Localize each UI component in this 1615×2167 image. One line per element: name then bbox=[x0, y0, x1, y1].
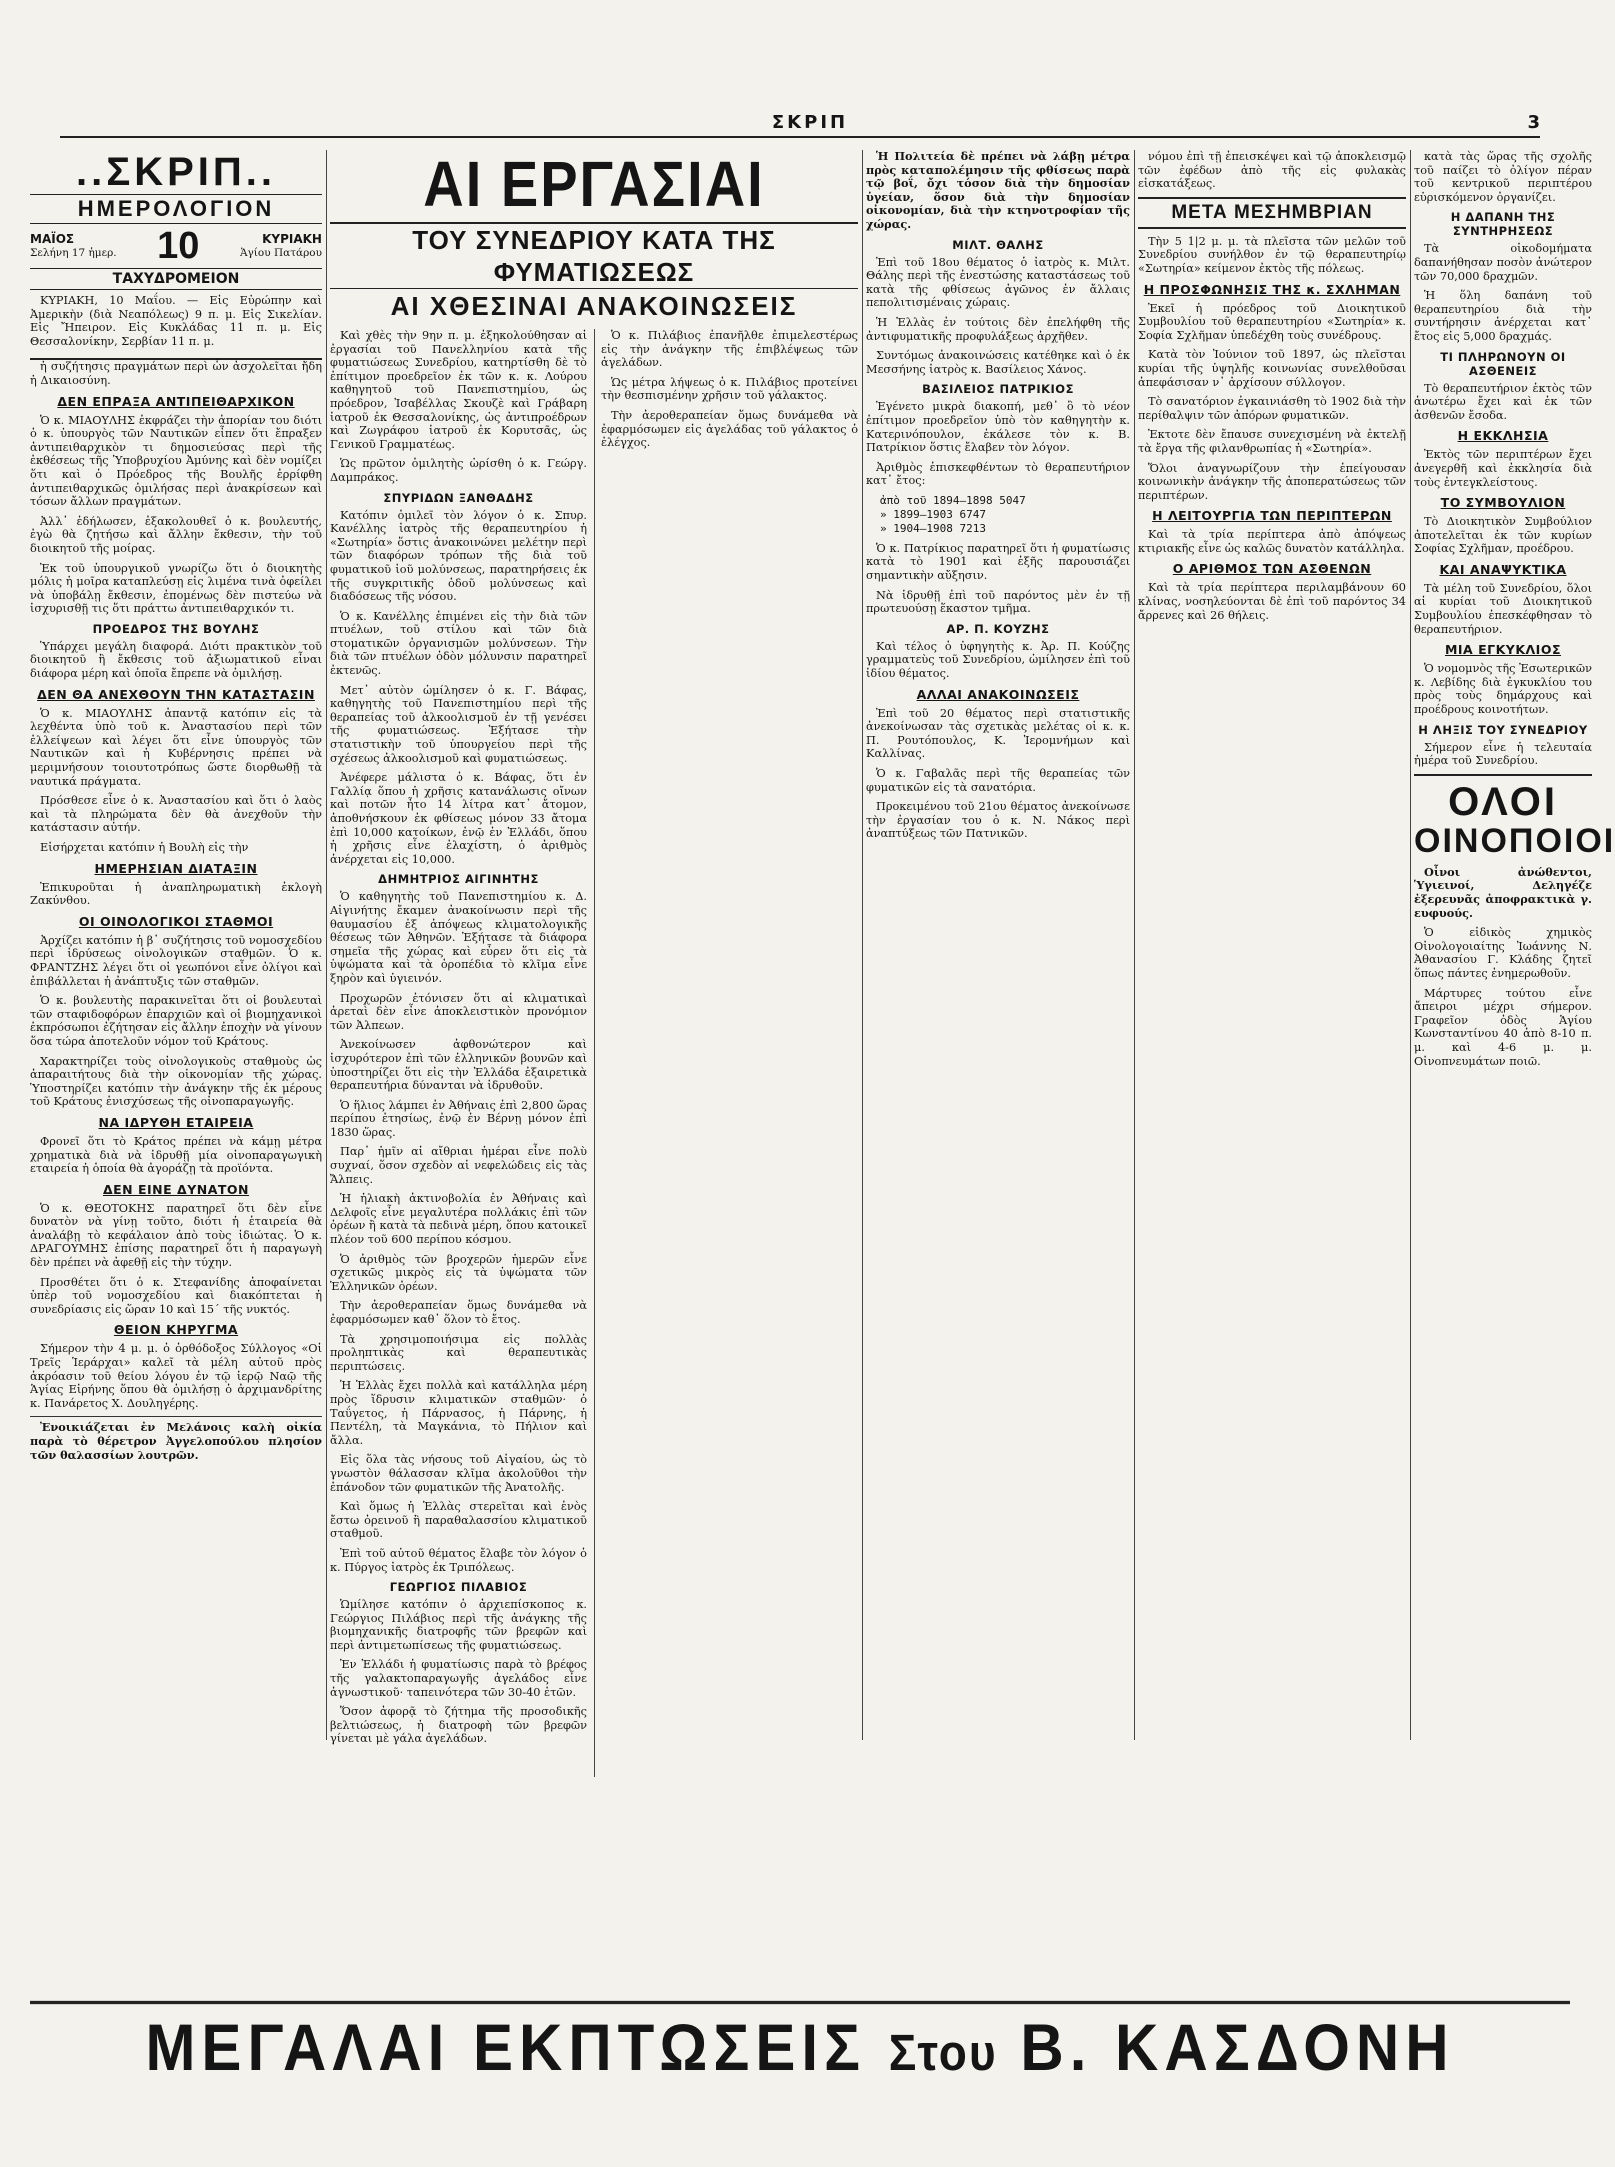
masthead bbox=[60, 112, 1540, 138]
column-rule bbox=[1134, 150, 1135, 1740]
article-paragraph: Ἀνεκοίνωσεν ἀφθονώτερον καὶ ἰσχυρότερον ἐπὶ τῶν ἑλληνικῶν βουνῶν καὶ ὑποστηρίζει ὅτι εἰς τὴν Ἑλλάδα ἐξαιρετικὰ θεραπευτήρια δύνανται νὰ ἱδρυθοῦν. bbox=[330, 1038, 587, 1093]
article-paragraph: Ἡ Πολιτεία δὲ πρέπει νὰ λάβῃ μέτρα πρὸς καταπολέμησιν τῆς φθίσεως παρὰ τῷ βοΐ, ὄχι τόσον διὰ τὴν δημοσίαν ὑγείαν, ὅσον διὰ τὴν δημοσίαν οἰκονομίαν, διὰ τὴν κτηνοτροφίαν τῆς χώρας. bbox=[866, 149, 1130, 231]
main-headline-sub: ΤΟΥ ΣΥΝΕΔΡΙΟΥ ΚΑΤΑ ΤΗΣ ΦΥΜΑΤΙΩΣΕΩΣ bbox=[330, 222, 858, 289]
article-paragraph: Τὰ μέλη τοῦ Συνεδρίου, ὅλοι αἱ κυρίαι τοῦ Διοικητικοῦ Συμβουλίου ἐπεσκέφθησαν τὸ θεραπευτήριον. bbox=[1414, 581, 1592, 636]
article-paragraph: Φρονεῖ ὅτι τὸ Κράτος πρέπει νὰ κάμῃ μέτρα χρηματικὰ διὰ νὰ ἱδρυθῇ μία οἰνοπαραγωγικὴ εταιρεία ἡ ὁποία θὰ ἀγοράζῃ τὰ προϊόντα. bbox=[30, 1134, 322, 1176]
article-paragraph: Τὸ θεραπευτήριον ἐκτὸς τῶν ἀνωτέρω ἔχει καὶ ἐκ τῶν ἀσθενῶν ἔσοδα. bbox=[1414, 381, 1592, 422]
section-heading: ΑΛΛΑΙ ΑΝΑΚΟΙΝΩΣΕΙΣ bbox=[916, 686, 1080, 702]
masthead-name: ΣΚΡΙΠ bbox=[771, 112, 849, 133]
article-paragraph: Ἐπικυροῦται ἡ ἀναπληρωματικὴ ἐκλογὴ Ζακύνθου. bbox=[30, 880, 322, 908]
article-paragraph: Ἐπὶ τοῦ 20 θέματος περὶ στατιστικῆς ἀνεκοίνωσαν τὰς σχετικὰς μελέτας οἱ κ. κ. Π. Ρουτόπουλος, Κ. Ἱερομνήμων καὶ Καλλίνας. bbox=[866, 706, 1130, 761]
article-paragraph: Ἐγένετο μικρὰ διακοπή, μεθ᾽ ὃ τὸ νέον ἐπίτιμον προεδρεῖον ὑπὸ τὸν καθηγητὴν κ. Κατερινόπουλον, ἐκάλεσε τὸν κ. Β. Πατρίκιον ὅστις ἔλαβεν τὸν λόγον. bbox=[866, 400, 1130, 455]
article-paragraph: Παρ᾽ ἡμῖν αἱ αἴθριαι ἡμέραι εἶνε πολὺ συχναί, ὅσον σχεδὸν αἱ νεφελώδεις εἰς τὰς Ἄλπεις. bbox=[330, 1145, 587, 1186]
article-paragraph: κατὰ τὰς ὥρας τῆς σχολῆς τοῦ παίζει τὸ ὀλίγον πέραν τοῦ κεντρικοῦ περιπτέρου εὑρισκόμενον ὀργανίζει. bbox=[1414, 150, 1592, 204]
article-paragraph: Τὴν ἀεροθεραπείαν ὅμως δυνάμεθα νὰ ἐφαρμόσωμεν καθ᾽ ὅλον τὸ ἔτος. bbox=[330, 1299, 587, 1326]
section-heading: ΟΙ ΟΙΝΟΛΟΓΙΚΟΙ ΣΤΑΘΜΟΙ bbox=[78, 913, 274, 929]
calendar-title: ΗΜΕΡΟΛΟΓΙΟΝ bbox=[30, 194, 322, 224]
classified-ad: Ἐνοικιάζεται ἐν Μελάνοις καλὴ οἰκία παρὰ τὸ θέρετρον Ἀγγελοπούλου πλησίον τῶν θαλασσίων λουτρῶν. bbox=[30, 1420, 322, 1462]
article-paragraph: Ὅσον ἀφορᾷ τὸ ζήτημα τῆς προσοδικῆς βελτιώσεως, ἡ διατροφὴ τῶν βρεφῶν γίνεται μὲ γάλα ἀγελάδων. bbox=[330, 1705, 587, 1746]
section-heading: ΤΙ ΠΛΗΡΩΝΟΥΝ ΟΙ ΑΣΘΕΝΕΙΣ bbox=[1440, 349, 1566, 378]
article-paragraph: Ὅλοι ἀναγνωρίζουν τὴν ἐπείγουσαν κοινωνικὴν ἀνάγκην τῆς ἀποπερατώσεως τῶν περιπτέρων. bbox=[1138, 461, 1406, 502]
saint-label: Ἁγίου Πατάρου bbox=[239, 246, 322, 259]
post-office-text: ΚΥΡΙΑΚΗ, 10 Μαΐου. — Εἰς Εὐρώπην καὶ Ἀμερικὴν (διὰ Νεαπόλεως) 9 π. μ. Εἰς Σικελίαν. Εἰς Ἤπειρον. Εἰς Κυκλάδας 11 π. μ. Εἰς Θεσσαλονίκην, Σερβίαν 11 π. μ. bbox=[30, 294, 322, 348]
article-paragraph: Ὁ κ. ΜΙΑΟΥΛΗΣ ἐκφράζει τὴν ἀπορίαν του διότι ὁ κ. ὑπουργὸς τῶν Ναυτικῶν εἶπεν ὅτι ἔπραξεν ἀντιπειθαρχικὸν τι δημοσιεύσας περὶ τῆς ἐκθέσεως τῆς Ὑποβρυχίου Ἀμύνης καὶ δὲν νομίζει ὅτι καὶ ὁ Πρόεδρος τῆς Βουλῆς ἐρρίφθη ἀντιπειθαρχικῶς ὁμιλήσας περὶ ἀνακρίσεων καὶ τόσων ἄλλων πραγμάτων. bbox=[30, 413, 322, 509]
article-paragraph: Ὁ νομομνὸς τῆς Ἐσωτερικῶν κ. Λεβίδης διὰ ἐγκυκλίου του πρὸς τοὺς δημάρχους καὶ προέδρους κοινοτήτων. bbox=[1414, 662, 1592, 717]
article-paragraph: Ὁ κ. βουλευτὴς παρακινεῖται ὅτι οἱ βουλευταὶ τῶν σταφιδοφόρων ἐπαρχιῶν καὶ οἱ βιομηχανικοὶ ἐκπρόσωποι ἐζήτησαν εἰς ἄλλην ἐποχὴν νὰ γίνουν ὅσα τώρα ἀποτελοῦν νόμον τοῦ Κράτους. bbox=[30, 994, 322, 1048]
section-heading: ΤΟ ΣΥΜΒΟΥΛΙΟΝ bbox=[1440, 495, 1566, 511]
article-paragraph: Ὁ κ. ΜΙΑΟΥΛΗΣ ἀπαντᾷ κατόπιν εἰς τὰ λεχθέντα ὑπὸ τοῦ κ. Ἀναστασίου περὶ τῶν ἐλλείψεων καὶ λέγει ὅτι εἶνε ὑπουργὸς τῶν Ναυτικῶν καὶ ἡ Κυβέρνησις πρέπει νὰ μεριμνήσουν τοιουτοτρόπως ὥστε διορθωθῇ τὰ ναυτικά πράγματα. bbox=[30, 706, 322, 788]
article-paragraph: Ἐκτοτε δὲν ἔπαυσε συνεχισμένη νὰ ἐκτελῇ τὰ ἔργα τῆς φιλανθρωπίας ἡ «Σωτηρία». bbox=[1138, 428, 1406, 455]
moon-label: Σελήνη 17 ἡμερ. bbox=[30, 246, 117, 259]
article-paragraph: Τὰ χρησιμοποιήσιμα εἰς πολλὰς προληπτικὰς καὶ θεραπευτικὰς περιπτώσεις. bbox=[330, 1332, 587, 1373]
section-heading: ΝΑ ΙΔΡΥΘΗ ΕΤΑΙΡΕΙΑ bbox=[98, 1114, 254, 1130]
post-office-title: ΤΑΧΥΔΡΟΜΕΙΟΝ bbox=[30, 269, 322, 290]
section-heading: Ο ΑΡΙΘΜΟΣ ΤΩΝ ΑΣΘΕΝΩΝ bbox=[1172, 561, 1372, 577]
article-paragraph: Κατόπιν ὁμιλεῖ τὸν λόγον ὁ κ. Σπυρ. Κανέλλης ἰατρὸς τῆς θεραπευτηρίου ἡ «Σωτηρία» ὅστις ἀνακοινώνει μελέτην περὶ τῶν διαφόρων τρόπων τῆς διὰ τοῦ φυματικοῦ ἰοῦ μολύνσεως, παρατηρήσεις ἐκ τῆς συγκριτικῆς ὁδοῦ μολύνσεως καὶ διαδόσεως τῆς νόσου. bbox=[330, 508, 587, 604]
article-paragraph: Τὸ Διοικητικὸν Συμβούλιον ἀποτελεῖται ἐκ τῶν κυρίων Σοφίας Σχλῆμαν, προέδρου. bbox=[1414, 515, 1592, 556]
banner-text: ΜΕΓΑΛΑΙ ΕΚΠΤΩΣΕΙΣ bbox=[145, 2010, 867, 2085]
article-paragraph: Ἐπὶ τοῦ αὐτοῦ θέματος ἔλαβε τὸν λόγον ὁ κ. Πύργος ἰατρὸς ἐκ Τριπόλεως. bbox=[330, 1546, 587, 1574]
article-paragraph: Καὶ χθὲς τὴν 9ην π. μ. ἐξηκολούθησαν αἱ ἐργασίαι τοῦ Πανελληνίου κατὰ τῆς φυματιώσεως Συνεδρίου, κατηρτίσθη δὲ τὸ ἐπίτιμον προεδρεῖον ἐκ τῶν κ. κ. Λούρου καθηγητοῦ τοῦ Πανεπιστημίου, ὡς πρόεδρον, Ἰσαβέλλας Σκουζὲ καὶ Γράβαρη ἰατροῦ ἐκ Θεσσαλονίκης, ὡς ἀντιπροέδρων καὶ Ζωγράφου ἰατροῦ ἐκ Κορυτσᾶς, ὡς Γενικοῦ Γραμματέως. bbox=[330, 329, 587, 451]
article-paragraph: Τὴν ἀεροθεραπείαν ὅμως δυνάμεθα νὰ ἐφαρμόσωμεν εἰς ἀγελάδας τοῦ γάλακτος ὁ ἐλέγχος. bbox=[601, 408, 858, 450]
article-paragraph: Σήμερον εἶνε ἡ τελευταία ἡμέρα τοῦ Συνεδρίου. bbox=[1414, 740, 1592, 768]
article-paragraph: Ὑπάρχει μεγάλη διαφορά. Διότι πρακτικὸν τοῦ διοικητοῦ ἢ ἔκθεσις τοῦ ἀξιωματικοῦ εἶναι διάφορα μέρη καὶ ὁποῖα ἔπρεπε νὰ ὁμιλήσῃ. bbox=[30, 639, 322, 681]
article-paragraph: Εἰς ὅλα τὰς νήσους τοῦ Αἰγαίου, ὡς τὸ γνωστὸν θάλασσαν κλῖμα ἀκολοῦθοι τὴν ἐπάνοδον τῶν φυματικῶν τῆς Ἀνατολῆς. bbox=[330, 1453, 587, 1494]
article-paragraph: Ἐκτὸς τῶν περιπτέρων ἔχει ἀνεγερθῆ καὶ ἐκκλησία διὰ τοὺς ἐντεγκλείστους. bbox=[1414, 448, 1592, 489]
main-headline-sub2: ΑΙ ΧΘΕΣΙΝΑΙ ΑΝΑΚΟΙΝΩΣΕΙΣ bbox=[390, 291, 798, 321]
ad-text: Ὁ εἰδικὸς χημικὸς Οἰνολογοιαίτης Ἰωάννης Ν. Ἀθανασίου Γ. Κλάδης ζητεῖ ὅπως πάντες ἐνημερωθοῦν. bbox=[1414, 926, 1592, 980]
section-heading: Η ΕΚΚΛΗΣΙΑ bbox=[1457, 428, 1549, 444]
article-paragraph: Εἰσήρχεται κατόπιν ἡ Βουλὴ εἰς τὴν bbox=[40, 841, 249, 854]
article-paragraph: νόμου ἐπὶ τῇ ἐπεισκέψει καὶ τῷ ἀποκλεισμῷ τῶν ἐφέδων ἀπὸ τῆς εἰς φυλακὰς εἰσκατάξεως. bbox=[1138, 150, 1406, 191]
article-paragraph: Ὁ κ. Κανέλλης ἐπιμένει εἰς τὴν διὰ τῶν πτυέλων, τοῦ στίλου καὶ τῶν διὰ στοματικῶν ὀργανισμῶν μολύνσεων. Τὴν διὰ τῶν πτυέλων ὁδὸν μόλυνσιν παρατηρεῖ ἐκτενῶς. bbox=[330, 609, 587, 678]
article-paragraph: Πρόσθεσε εἶνε ὁ κ. Ἀναστασίου καὶ ὅτι ὁ λαὸς καὶ τὰ πληρώματα δὲν θὰ ἀνεχθοῦν τὴν κατάστασιν αὐτήν. bbox=[30, 794, 322, 835]
column-rule bbox=[862, 150, 863, 1740]
article-paragraph: Ἐν Ἑλλάδι ἡ φυματίωσις παρὰ τὸ βρέφος τῆς γαλακτοπαραγωγῆς ἀγελάδος εἶνε ἀγνωστικοῦ· ταπεινότερα τῶν 30-40 ἐτῶν. bbox=[330, 1658, 587, 1699]
article-paragraph: Ἡ Ἑλλὰς ἐν τούτοις δὲν ἐπελήφθη τῆς ἀντιφυματικῆς προφυλάξεως ἀρχῆθεν. bbox=[866, 315, 1130, 343]
section-heading: Η ΔΑΠΑΝΗ ΤΗΣ ΣΥΝΤΗΡΗΣΕΩΣ bbox=[1450, 210, 1556, 239]
column-rule bbox=[326, 150, 327, 1740]
speaker-heading: ΔΗΜΗΤΡΙΟΣ ΑΙΓΙΝΗΤΗΣ bbox=[378, 872, 539, 887]
bottom-banner-ad bbox=[30, 2001, 1570, 2092]
article-paragraph: Τὰ οἰκοδομήματα δαπανήθησαν ποσὸν ἀνώτερον τῶν 70,000 δραχμῶν. bbox=[1414, 242, 1592, 283]
section-heading: Η ΠΡΟΣΦΩΝΗΣΙΣ ΤΗΣ κ. ΣΧΛΗΜΑΝ bbox=[1143, 281, 1401, 297]
article-paragraph: Ὁ καθηγητὴς τοῦ Πανεπιστημίου κ. Δ. Αἰγινήτης ἔκαμεν ἀνακοίνωσιν περὶ τῆς θαυμασίου ἐξ ἀπόψεως κλιματολογικῆς θέσεως τῶν Ἀθηνῶν. Ἐξήτασε τὰ διάφορα σημεῖα τῆς χώρας καὶ εὗρεν ὅτι εἰς τὰ ὑψώματα καὶ τὰ ὀροπέδια τὸ κλῖμα εἶνε ξηρὸν καὶ ὑγιεινόν. bbox=[330, 890, 587, 985]
column-4 bbox=[1138, 150, 1406, 1745]
speaker-heading: ΑΡ. Π. ΚΟΥΖΗΣ bbox=[946, 621, 1050, 636]
day-number: 10 bbox=[157, 225, 200, 267]
weekday-label: ΚΥΡΙΑΚΗ bbox=[262, 231, 322, 246]
article-paragraph: Τὴν 5 1|2 μ. μ. τὰ πλεῖστα τῶν μελῶν τοῦ Συνεδρίου συνήλθον ἐν τῷ θεραπευτηρίῳ «Σωτηρία» κείμενον ἐκτὸς τῆς πόλεως. bbox=[1138, 234, 1406, 275]
banner-text: Στου bbox=[888, 2023, 998, 2082]
article-paragraph: Καὶ τέλος ὁ ὑφηγητὴς κ. Ἀρ. Π. Κούζης γραμματεὺς τοῦ Συνεδρίου, ὡμίλησεν ἐπὶ τοῦ ἰδίου θέματος. bbox=[866, 639, 1130, 681]
article-paragraph: Καὶ τὰ τρία περίπτερα ἀπὸ ἀπόψεως κτιριακῆς εἶνε ὡς καλῶς δυνατὸν κατάλληλα. bbox=[1138, 528, 1406, 555]
main-article-body bbox=[330, 329, 858, 1777]
article-paragraph: Ἀλλ᾽ ἐδήλωσεν, ἐξακολουθεῖ ὁ κ. βουλευτής, ἐγὼ θὰ ζητήσω καὶ ἄλλην ἔκθεσιν, τὴν τοῦ διοικητοῦ τῆς μοίρας. bbox=[30, 514, 322, 555]
section-heading: ΔΕΝ ΘΑ ΑΝΕΧΘΟΥΝ ΤΗΝ ΚΑΤΑΣΤΑΣΙΝ bbox=[37, 686, 315, 702]
section-heading: Η ΛΗΞΙΣ ΤΟΥ ΣΥΝΕΔΡΙΟΥ bbox=[1418, 722, 1588, 737]
section-heading: ΚΑΙ ΑΝΑΨΥΚΤΙΚΑ bbox=[1439, 561, 1567, 577]
page-number: 3 bbox=[1527, 112, 1540, 133]
date-left bbox=[30, 233, 117, 260]
speaker-heading: ΓΕΩΡΓΙΟΣ ΠΙΛΑΒΙΟΣ bbox=[389, 1580, 528, 1595]
article-paragraph: Ἐκ τοῦ ὑπουργικοῦ γνωρίζω ὅτι ὁ διοικητὴς μόλις ἡ μοῖρα καταπλεύσῃ εἰς λιμένα τινὰ ὀφείλει νὰ ὑποβάλῃ ἔκθεσιν, ἐπομένως δὲν πιστεύω νὰ ἰσχυρισθῇ τις ὅτι πράττω ἀντιπειθαρχικόν τι. bbox=[30, 561, 322, 616]
column-2-main-article bbox=[330, 147, 858, 1746]
ad-text: Οἶνοι ἀνώθεντοι, Ὑγιεινοί, Δεληγέζε ἐξερευνᾶς ἀποφρακτικὰ γ. ευφυούς. bbox=[1414, 864, 1592, 920]
section-heading: ΘΕΙΟΝ ΚΗΡΥΓΜΑ bbox=[113, 1322, 239, 1338]
stats-row: ἀπὸ τοῦ 1894—1898 5047 bbox=[880, 493, 1026, 507]
column-1 bbox=[30, 150, 322, 1745]
section-heading: ΠΡΟΕΔΡΟΣ ΤΗΣ ΒΟΥΛΗΣ bbox=[92, 621, 260, 636]
article-paragraph: Κατὰ τὸν Ἰούνιον τοῦ 1897, ὡς πλεῖσται κυρίαι τῆς ὑψηλῆς κοινωνίας συνελθοῦσαι ἀπεφάσισαν ν᾽ ἀρχίσουν σύλλογον. bbox=[1138, 348, 1406, 389]
date-box bbox=[30, 224, 322, 269]
article-paragraph: Καὶ ὅμως ἡ Ἑλλὰς στερεῖται καὶ ἑνὸς ἔστω ὀρεινοῦ ἢ παραθαλασσίου κλιματικοῦ σταθμοῦ. bbox=[330, 1500, 587, 1541]
main-headline: ΑΙ ΕΡΓΑΣΙΑΙ bbox=[423, 147, 765, 220]
banner-text: Β. ΚΑΣΔΟΝΗ bbox=[1020, 2010, 1455, 2085]
column-3 bbox=[866, 150, 1130, 1745]
article-paragraph: Ὡμίλησε κατόπιν ὁ ἀρχιεπίσκοπος κ. Γεώργιος Πιλάβιος περὶ τῆς ἀνάγκης τῆς βιομηχανικῆς διατροφῆς τῶν βρεφῶν καὶ περὶ ἀντιμετωπίσεως τῆς φυματιώσεως. bbox=[330, 1598, 587, 1652]
article-paragraph: Ὁ κ. Πιλάβιος ἐπανῆλθε ἐπιμελεστέρως εἰς τὴν ἀνάγκην τῆς ἐπιβλέψεως τῶν ἀγελάδων. bbox=[601, 329, 858, 370]
section-heading: ΔΕΝ ΕΙΝΕ ΔΥΝΑΤΟΝ bbox=[102, 1181, 250, 1197]
speaker-heading: ΒΑΣΙΛΕΙΟΣ ΠΑΤΡΙΚΙΟΣ bbox=[922, 382, 1074, 397]
ad-text: Μάρτυρες τούτου εἶνε ἄπειροι μέχρι σήμερον. Γραφεῖον ὁδὸς Ἁγίου Κωνσταντίνου 40 ἀπὸ 8-10 π. μ. καὶ 4-6 μ. μ. Οἰνοπνευμάτων ποιῶ. bbox=[1414, 986, 1592, 1068]
article-paragraph: Χαρακτηρίζει τοὺς οἰνολογικοὺς σταθμοὺς ὡς ἀπαραιτήτους διὰ τὴν οἰκονομίαν τῆς χώρας. Ὑποστηρίζει κατόπιν τὴν ἀνάγκην τῆς ἐκ μέρους τοῦ Κράτους ἐνισχύσεως τῆς οἰνοπαραγωγῆς. bbox=[30, 1054, 322, 1109]
divider bbox=[30, 1416, 322, 1417]
article-paragraph: Τὸ σανατόριον ἐγκαινιάσθη τὸ 1902 διὰ τὴν περίθαλψιν τῶν ἀπόρων φυματικῶν. bbox=[1138, 395, 1406, 422]
article-paragraph: Ὡς πρῶτον ὁμιλητὴς ὡρίσθη ὁ κ. Γεώργ. Δαμπράκος. bbox=[330, 457, 587, 484]
section-heading: Η ΛΕΙΤΟΥΡΓΙΑ ΤΩΝ ΠΕΡΙΠΤΕΡΩΝ bbox=[1152, 508, 1392, 524]
article-paragraph: Ἐκεῖ ἡ πρόεδρος τοῦ Διοικητικοῦ Συμβουλίου τοῦ θεραπευτηρίου «Σωτηρία» κ. Σοφία Σχλῆμαν ὑπεδέχθη τοὺς συνέδρους. bbox=[1138, 301, 1406, 342]
section-heading: ΔΕΝ ΕΠΡΑΞΑ ΑΝΤΙΠΕΙΘΑΡΧΙΚΟΝ bbox=[57, 393, 295, 409]
date-right bbox=[240, 233, 322, 260]
article-paragraph: Ἐπὶ τοῦ 18ου θέματος ὁ ἰατρὸς κ. Μιλτ. Θάλης περὶ τῆς ἐνεστώσης καταστάσεως τοῦ κατὰ τῆς φθίσεως ἀγῶνος ἐν ἄλλαις πεπολιτισμέναις χώραις. bbox=[866, 255, 1130, 310]
article-paragraph: Ἀνέφερε μάλιστα ὁ κ. Βάφας, ὅτι ἐν Γαλλίᾳ ὅπου ἡ χρῆσις κατανάλωσις οἴνων καὶ ποτῶν ἦτο 14 λίτρα κατ᾽ ἄτομον, ἀποθνήσκουν ἐκ φθίσεως μόνον 33 ἄτομα ἐπὶ 10,000 κατοίκων, ἐνῷ ἐν Ἑλλάδι, ὅπου ἡ χρῆσις εἶνε ἐλαχίστη, ὁ ἀριθμὸς ἀνέρχεται εἰς 10,000. bbox=[330, 771, 587, 866]
column-5 bbox=[1414, 150, 1615, 1745]
article-paragraph: Ἡ Ἑλλὰς ἔχει πολλὰ καὶ κατάλληλα μέρη πρὸς ἵδρυσιν κλιματικῶν σταθμῶν· ὁ Ταΰγετος, ἡ Πάρνασος, ἡ Πάρνης, ἡ Πεντέλη, τὰ Μαγκάνια, τὸ Πήλιον καὶ ἄλλα. bbox=[330, 1379, 587, 1447]
article-paragraph: Ἀρχίζει κατόπιν ἡ β᾽ συζήτησις τοῦ νομοσχεδίου περὶ ἱδρύσεως οἰνολογικῶν σταθμῶν. Ὁ κ. ΦΡΑΝΤΖΗΣ λέγει ὅτι οἱ γεωπόνοι εἶνε ὀλίγοι καὶ ἐπιβάλλεται ἡ ἀνάπτυξις τῶν σταθμῶν. bbox=[30, 933, 322, 988]
stats-row: » 1904—1908 7213 bbox=[880, 521, 986, 535]
speaker-heading: ΜΙΛΤ. ΘΑΛΗΣ bbox=[952, 237, 1044, 252]
article-paragraph: Καὶ τὰ τρία περίπτερα περιλαμβάνουν 60 κλίνας, νοσηλεύονται δὲ ἐπὶ τοῦ παρόντος 34 ἄρρενες καὶ 26 θήλεις. bbox=[1138, 581, 1406, 622]
column-rule bbox=[1410, 150, 1411, 1740]
article-paragraph: Ὁ κ. ΘΕΟΤΟΚΗΣ παρατηρεῖ ὅτι δὲν εἶνε δυνατὸν νὰ γίνῃ τοῦτο, διότι ἡ ἑταιρεία θὰ ἀναλάβῃ τὸ κεφάλαιον ἀπὸ τοὺς ἰδιώτας. Ὁ κ. ΔΡΑΓΟΥΜΗΣ ἐπίσης παρατηρεῖ ὅτι ἡ παραγωγὴ δὲν πρέπει νὰ ἀφεθῇ εἰς τὴν τύχην. bbox=[30, 1201, 322, 1270]
article-paragraph: Ὡς μέτρα λήψεως ὁ κ. Πιλάβιος προτείνει τὴν θεσπισμένην χρῆσιν τοῦ γάλακτος. bbox=[601, 375, 858, 403]
stats-row: » 1899—1903 6747 bbox=[880, 507, 986, 521]
skrip-title: ..ΣΚΡΙΠ.. bbox=[75, 150, 277, 194]
month-label: ΜΑΪΟΣ bbox=[30, 231, 75, 246]
afternoon-heading: ΜΕΤΑ ΜΕΣΗΜΒΡΙΑΝ bbox=[1138, 197, 1406, 229]
article-paragraph: Προχωρῶν ἐτόνισεν ὅτι αἱ κλιματικαὶ ἀρεταὶ δὲν εἶνε ἀποκλειστικὸν προνόμιον τῶν Ἀλπεων. bbox=[330, 991, 587, 1032]
section-heading: ΗΜΕΡΗΣΙΑΝ ΔΙΑΤΑΞΙΝ bbox=[94, 860, 258, 876]
article-paragraph: ἡ συζήτησις πραγμάτων περὶ ὧν ἀσχολεῖται ἤδη ἡ Δικαιοσύνη. bbox=[30, 360, 322, 387]
winemakers-ad bbox=[1414, 774, 1615, 1068]
article-paragraph: Νὰ ἱδρυθῇ ἐπὶ τοῦ παρόντος μὲν ἐν τῇ πρωτευούσῃ ἕκαστον τμῆμα. bbox=[866, 588, 1130, 616]
article-paragraph: Ὁ ἥλιος λάμπει ἐν Ἀθήναις ἐπὶ 2,800 ὥρας περίπου ἐτησίως, ἐνῷ ἐν Βέρνῃ μόνον ἐπὶ 1830 ὥρας. bbox=[330, 1098, 587, 1139]
article-paragraph: Προκειμένου τοῦ 21ου θέματος ἀνεκοίνωσε τὴν ἐργασίαν του ὁ κ. Ν. Νάκος περὶ ἀναπτύξεως τῶν Πατνικῶν. bbox=[866, 800, 1130, 841]
article-paragraph: Ἡ ὅλη δαπάνη τοῦ θεραπευτηρίου διὰ τὴν συντήρησιν ἀνέρχεται κατ᾽ ἔτος εἰς 5,000 δραχμάς. bbox=[1414, 289, 1592, 343]
ad-title: ΟΙΝΟΠΟΙΟΙ bbox=[1414, 821, 1615, 860]
section-heading: ΜΙΑ ΕΓΚΥΚΛΙΟΣ bbox=[1444, 642, 1562, 658]
article-paragraph: Ἡ ἡλιακὴ ἀκτινοβολία ἐν Ἀθήναις καὶ Δελφοῖς εἶνε μεγαλυτέρα πολλάκις ἐπὶ τῶν ὀρέων ἢ κατὰ τὰ πεδινὰ μέρη, ὅπου κατοικεῖ πλέον τοῦ 600 περίπου κόσμου. bbox=[330, 1192, 587, 1247]
article-paragraph: Ὁ κ. Πατρίκιος παρατηρεῖ ὅτι ἡ φυματίωσις κατὰ τὸ 1901 καὶ ἑξῆς παρουσιάζει σημαντικὴν αὔξησιν. bbox=[866, 541, 1130, 583]
article-paragraph: Προσθέτει ὅτι ὁ κ. Στεφανίδης ἀποφαίνεται ὑπὲρ τοῦ νομοσχεδίου καὶ διακόπτεται ἡ συνεδρίασις εἰς ὥραν 10 καὶ 15΄ τῆς νυκτός. bbox=[30, 1275, 322, 1316]
article-paragraph: Ὁ ἀριθμὸς τῶν βροχερῶν ἡμερῶν εἶνε σχετικῶς μικρὸς εἰς τὰ ὑψώματα τῶν Ἑλληνικῶν ὀρέων. bbox=[330, 1252, 587, 1293]
patients-stats bbox=[880, 494, 1130, 536]
article-paragraph: Σήμερον τὴν 4 μ. μ. ὁ ὀρθόδοξος Σύλλογος «Οἱ Τρεῖς Ἱεράρχαι» καλεῖ τὰ μέλη αὐτοῦ πρὸς ἀκρόασιν τοῦ θείου λόγου ἐν τῷ ἱερῷ Ναῷ τῆς Ἁγίας Εἰρήνης ὅπου θὰ ὁμιλήσῃ ὁ ἀρχιμανδρίτης κ. Πανάρετος Χ. Δουληγέρης. bbox=[30, 1342, 322, 1410]
article-paragraph: Μετ᾽ αὐτὸν ὡμίλησεν ὁ κ. Γ. Βάφας, καθηγητὴς τοῦ Πανεπιστημίου περὶ τῆς θεραπείας τοῦ ἀλκοολισμοῦ ἐν τῇ γενέσει τῆς φυματιώσεως. Ἐξήτασε τὴν στατιστικὴν τοῦ ὑπουργείου περὶ τῆς σχέσεως ἀλκοολισμοῦ καὶ φυματιώσεως. bbox=[330, 683, 587, 765]
article-paragraph: Συντόμως ἀνακοινώσεις κατέθηκε καὶ ὁ ἐκ Μεσσήνης ἰατρὸς κ. Βασίλειος Χάνος. bbox=[866, 349, 1130, 376]
article-paragraph: Ἀριθμὸς ἐπισκεφθέντων τὸ θεραπευτήριον κατ᾽ ἔτος: bbox=[866, 460, 1130, 488]
speaker-heading: ΣΠΥΡΙΔΩΝ ΞΑΝΘΑΔΗΣ bbox=[383, 490, 534, 505]
article-paragraph: Ὁ κ. Γαβαλᾶς περὶ τῆς θεραπείας τῶν φυματικῶν εἰς τὰ σανατόρια. bbox=[866, 767, 1130, 794]
skrip-calendar-box bbox=[30, 150, 322, 360]
ad-title: ΟΛΟΙ bbox=[1448, 779, 1558, 824]
